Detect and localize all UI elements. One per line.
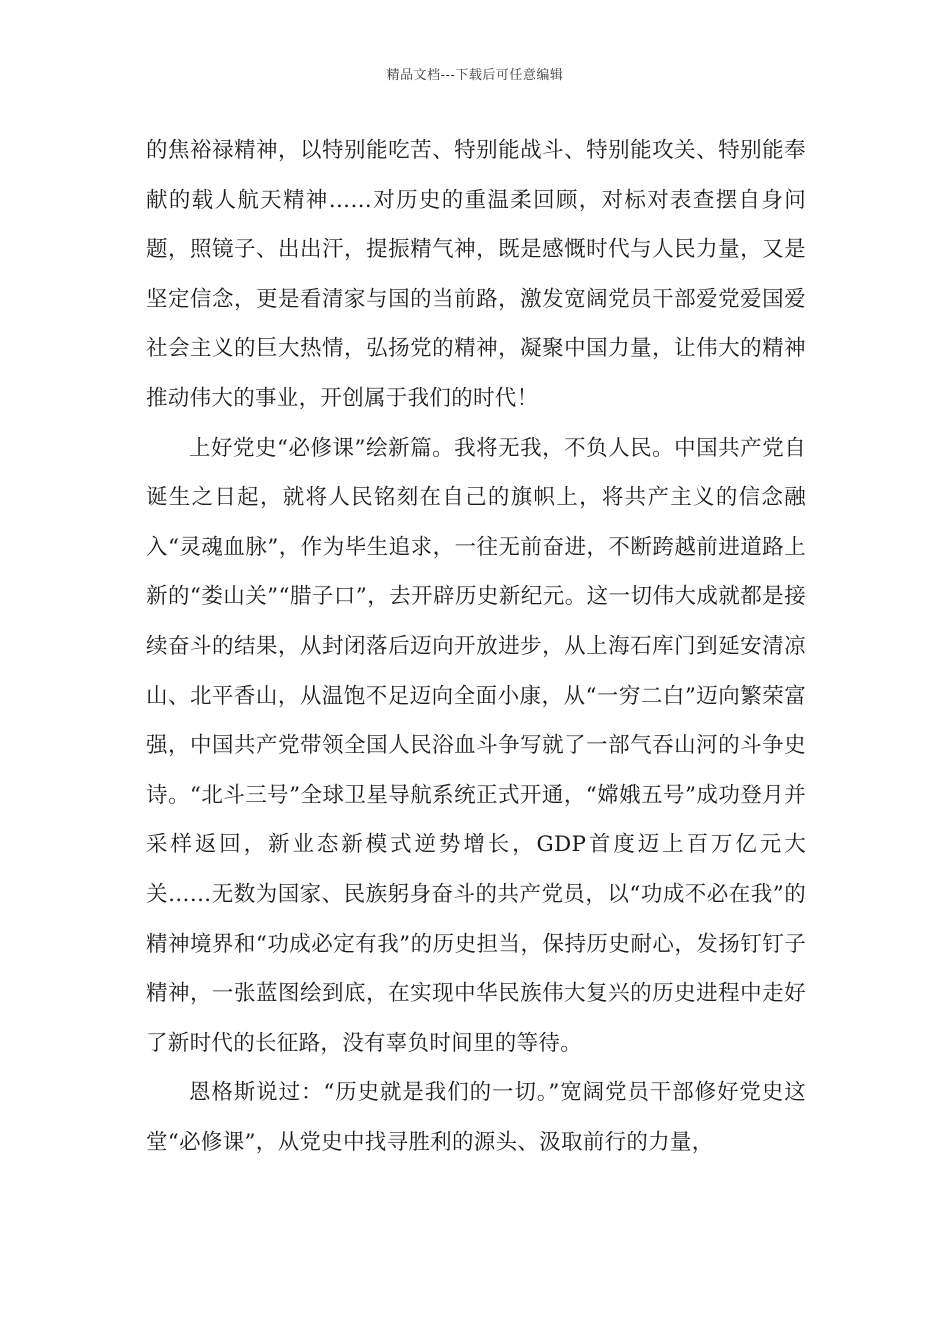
paragraph-1: 的焦裕禄精神，以特别能吃苦、特别能战斗、特别能攻关、特别能奉献的载人航天精神……对历史的重温柔回顾，对标对表查摆自身问题，照镜子、出出汗，提振精气神，既是感慨时代与人民力量，又是坚定信念，更是看清家与国的当前路，激发宽阔党员干部爱党爱国爱社会主义的巨大热情，弘扬党的精神，凝聚中国力量，让伟大的精神推动伟大的事业，开创属于我们的时代！ (146, 138, 806, 411)
document-body (146, 126, 806, 1167)
paragraph-3: 恩格斯说过：“历史就是我们的一切。”宽阔党员干部修好党史这堂“必修课”，从党史中找寻胜利的源头、汲取前行的力量， (146, 1080, 806, 1155)
page-header: 精品文档---下载后可任意编辑 (386, 68, 564, 83)
paragraph-2: 上好党史“必修课”绘新篇。我将无我，不负人民。中国共产党自诞生之日起，就将人民铭刻在自己的旗帜上，将共产主义的信念融入“灵魂血脉”，作为毕生追求，一往无前奋进，不断跨越前进道路上新的“娄山关”“腊子口”，去开辟历史新纪元。这一切伟大成就都是接续奋斗的结果，从封闭落后迈向开放进步，从上海石库门到延安清凉山、北平香山，从温饱不足迈向全面小康，从“一穷二白”迈向繁荣富强，中国共产党带领全国人民浴血斗争写就了一部气吞山河的斗争史诗。“北斗三号”全球卫星导航系统正式开通，“嫦娥五号”成功登月并采样返回，新业态新模式逆势增长，GDP首度迈上百万亿元大关……无数为国家、民族躬身奋斗的共产党员，以“功成不必在我”的精神境界和“功成必定有我”的历史担当，保持历史耐心，发扬钉钉子精神，一张蓝图绘到底，在实现中华民族伟大复兴的历史进程中走好了新时代的长征路，没有辜负时间里的等待。 (146, 435, 806, 1056)
